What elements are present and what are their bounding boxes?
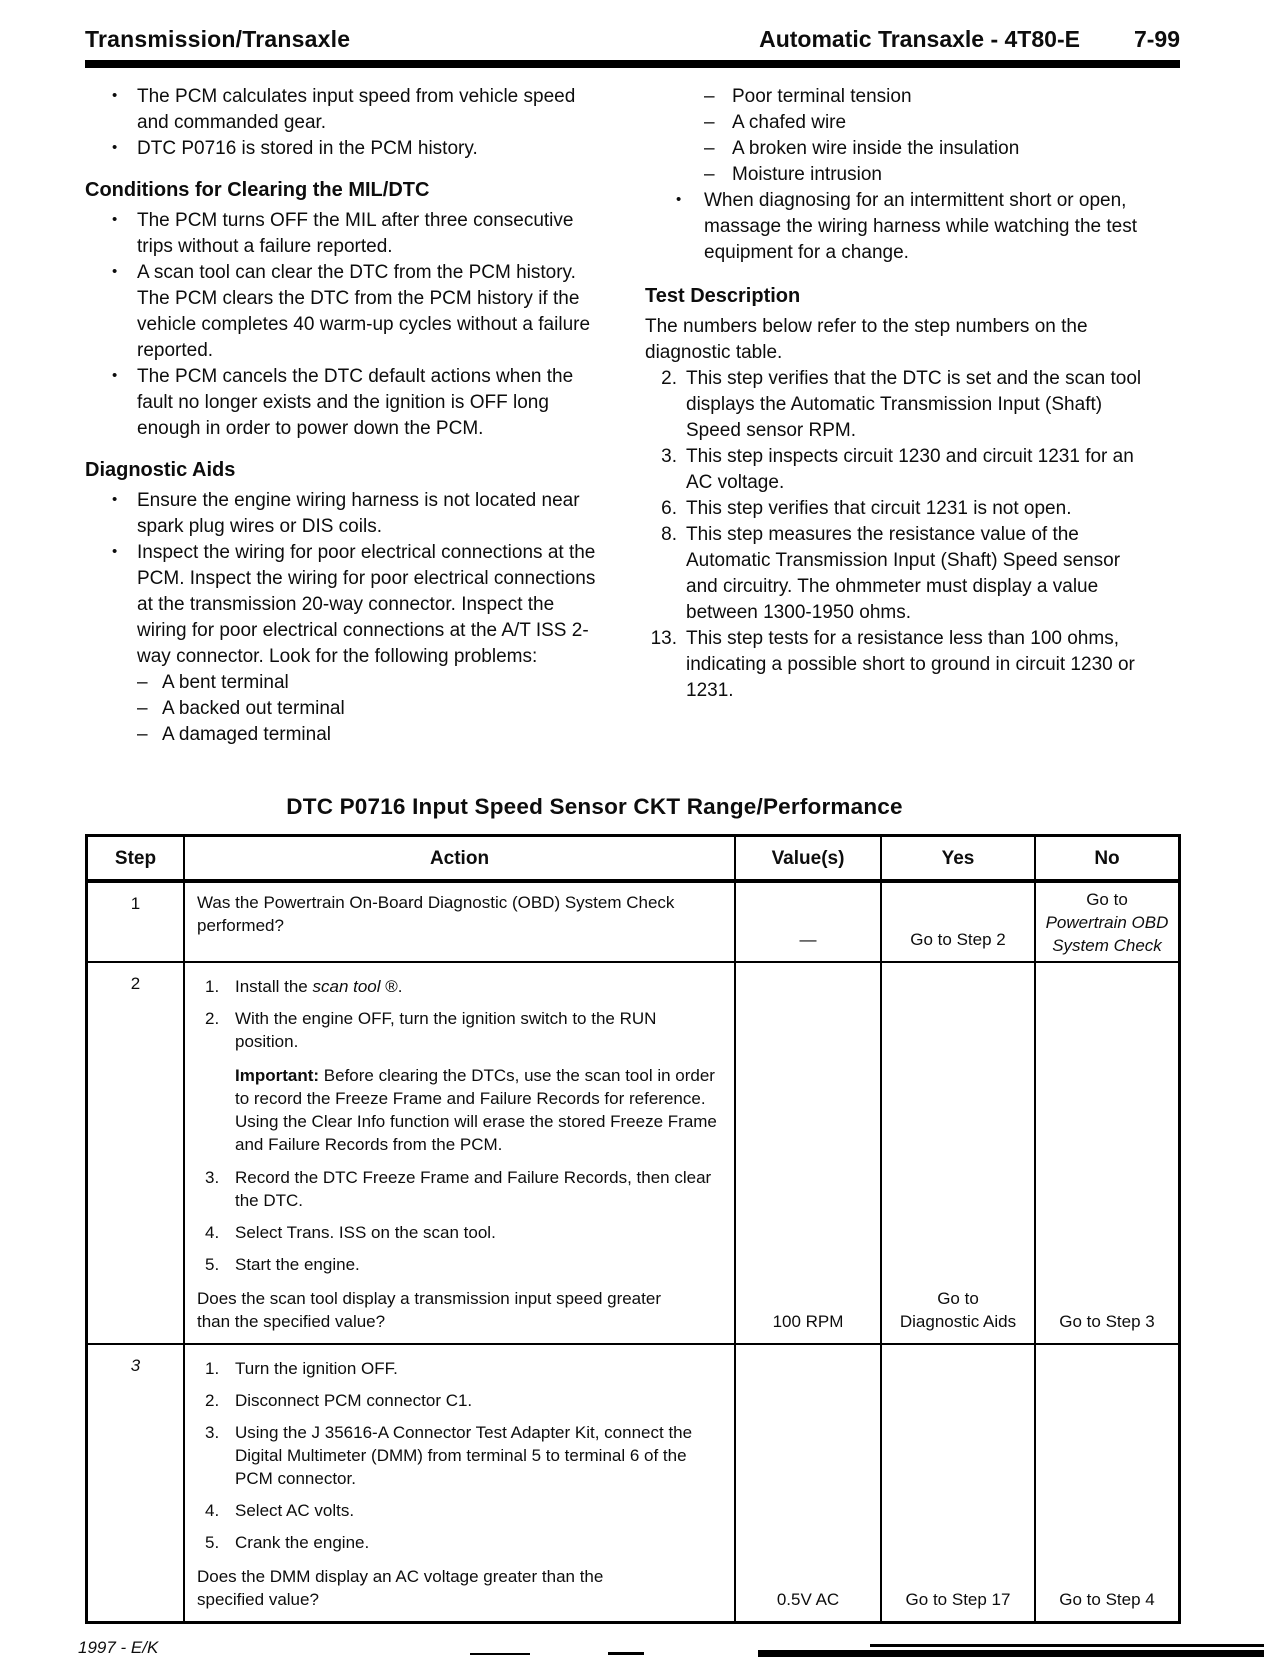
table-title: DTC P0716 Input Speed Sensor CKT Range/Performance (286, 794, 903, 819)
list-item-text: The PCM cancels the DTC default actions when the fault no longer exists and the ignition is OFF long enough in order to power down the PCM. (137, 366, 574, 439)
test-step (645, 366, 1147, 444)
yes-cell (880, 883, 1034, 961)
list-item (645, 188, 1147, 266)
test-description-intro: The numbers below refer to the step numbers on the diagnostic table. (645, 316, 1088, 363)
action-step-text: Start the engine. (235, 1255, 360, 1274)
test-step-text: This step verifies that circuit 1231 is not open. (686, 498, 1072, 519)
sub-list-item (85, 670, 603, 696)
diagnostic-table (85, 834, 1181, 1624)
action-text: Was the Powertrain On-Board Diagnostic (OBD) System Check performed? (197, 893, 675, 935)
action-step (205, 1531, 724, 1554)
scan-artifact-line (870, 1644, 1264, 1647)
bullet-icon: • (112, 87, 118, 104)
list-item (85, 540, 603, 670)
dash-icon: – (137, 698, 148, 719)
test-step (645, 496, 1147, 522)
footer-note: 1997 - E/K (78, 1638, 159, 1657)
yes-text: Go to (937, 1289, 979, 1308)
test-step-number: 13. (650, 628, 677, 649)
yes-cell (880, 963, 1034, 1343)
bullet-icon: • (112, 263, 118, 280)
sub-list-item (85, 722, 603, 748)
action-step (205, 1253, 724, 1276)
test-step-number: 8. (661, 524, 677, 545)
no-cell (1034, 883, 1178, 961)
column-header-step: Step (114, 847, 157, 869)
sub-list-item-text: A bent terminal (162, 672, 289, 693)
action-cell (183, 1345, 734, 1621)
bullet-icon: • (112, 211, 118, 228)
no-text: Go to Step 4 (1059, 1590, 1155, 1609)
sub-list-item (645, 84, 1147, 110)
important-note (235, 1064, 724, 1156)
sub-list-item (645, 110, 1147, 136)
dash-icon: – (704, 138, 715, 159)
table-header-row (88, 837, 1178, 881)
sub-list-item-text: A chafed wire (732, 112, 847, 133)
action-step-number: 1. (205, 977, 220, 996)
list-item-text: DTC P0716 is stored in the PCM history. (137, 138, 478, 159)
action-step (205, 1166, 724, 1212)
bullet-icon: • (112, 139, 118, 156)
list-item-text: The PCM calculates input speed from vehicle speed and commanded gear. (137, 86, 576, 133)
value-cell (734, 883, 880, 961)
value-text: 100 RPM (772, 1312, 844, 1331)
header-section-title: Transmission/Transaxle (85, 26, 351, 52)
action-step-number: 4. (205, 1223, 220, 1242)
important-label: Important: (235, 1066, 320, 1085)
value-text: — (799, 930, 817, 949)
no-text: Go to (1086, 889, 1128, 909)
action-step-text: Select Trans. ISS on the scan tool. (235, 1223, 496, 1242)
no-cell (1034, 963, 1178, 1343)
section-heading: Test Description (645, 285, 801, 307)
list-item (85, 260, 603, 364)
test-step-text: This step tests for a resistance less than 100 ohms, indicating a possible short to ground in circuit 1230 or 1231. (686, 628, 1135, 701)
yes-reference-text: Diagnostic Aids (899, 1312, 1017, 1331)
test-step (645, 626, 1147, 704)
action-step (205, 975, 724, 998)
bullet-icon: • (112, 543, 118, 560)
scan-artifact-line (608, 1652, 644, 1655)
page-number: 7-99 (1133, 26, 1180, 52)
action-step (205, 1357, 724, 1380)
dash-icon: – (137, 672, 148, 693)
sub-list-item-text: A damaged terminal (162, 724, 331, 745)
test-step-number: 3. (661, 446, 677, 467)
action-step (205, 1389, 724, 1412)
sub-list-item (85, 696, 603, 722)
sub-list-item (645, 136, 1147, 162)
page-header (85, 26, 1180, 53)
column-header-values: Value(s) (734, 837, 880, 879)
list-item-text: Ensure the engine wiring harness is not located near spark plug wires or DIS coils. (137, 490, 580, 537)
list-item-text: Inspect the wiring for poor electrical connections at the PCM. Inspect the wiring for poor electrical connections at the transmission 20-way connector. Inspect the wiring for poor electrical connections at the A/T ISS 2-way connector. Look for the following problems: (137, 542, 596, 667)
dash-icon: – (137, 724, 148, 745)
dash-icon: – (704, 86, 715, 107)
action-question: Does the DMM display an AC voltage greater than the specified value? (197, 1567, 604, 1609)
right-column (645, 84, 1147, 748)
yes-cell (880, 1345, 1034, 1621)
important-text: Before clearing the DTCs, use the scan tool in order to record the Freeze Frame and Failure Records for reference. Using the Clear Info function will erase the stored Freeze Frame and Failure Records from the PCM. (235, 1066, 717, 1154)
value-cell (734, 963, 880, 1343)
header-doc-title: Automatic Transaxle - 4T80-E (759, 26, 1080, 52)
left-column (85, 84, 603, 748)
sub-list-item-text: Moisture intrusion (732, 164, 882, 185)
bullet-icon: • (112, 367, 118, 384)
table-row (88, 961, 1178, 1343)
column-header-yes: Yes (880, 837, 1034, 879)
action-step-text: With the engine OFF, turn the ignition switch to the RUN position. (235, 1009, 657, 1051)
list-item (85, 136, 603, 162)
test-step (645, 444, 1147, 496)
action-step-text: Crank the engine. (235, 1533, 370, 1552)
action-cell (183, 963, 734, 1343)
value-cell (734, 1345, 880, 1621)
action-step (205, 1499, 724, 1522)
column-header-no: No (1034, 837, 1178, 879)
action-step-number: 5. (205, 1255, 220, 1274)
no-reference-text: Powertrain OBD System Check (1045, 912, 1169, 955)
test-step-text: This step verifies that the DTC is set and the scan tool displays the Automatic Transmission Input (Shaft) Speed sensor RPM. (686, 368, 1142, 441)
value-text: 0.5V AC (776, 1590, 840, 1609)
test-step-text: This step measures the resistance value of the Automatic Transmission Input (Shaft) Speed sensor and circuitry. The ohmmeter must display a value between 1300-1950 ohms. (686, 524, 1121, 623)
list-item-text: A scan tool can clear the DTC from the PCM history. The PCM clears the DTC from the PCM history if the vehicle completes 40 warm-up cycles without a failure reported. (137, 262, 591, 361)
action-step-text: Turn the ignition OFF. (235, 1359, 398, 1378)
dash-icon: – (704, 164, 715, 185)
sub-list-item-text: Poor terminal tension (732, 86, 912, 107)
yes-text: Go to Step 2 (910, 930, 1006, 949)
bullet-icon: • (112, 491, 118, 508)
scan-artifact-line (470, 1653, 530, 1655)
step-cell: 3 (130, 1356, 141, 1375)
action-step-text: Record the DTC Freeze Frame and Failure Records, then clear the DTC. (235, 1168, 712, 1210)
test-step-number: 6. (661, 498, 677, 519)
yes-text: Go to Step 17 (905, 1590, 1011, 1609)
action-step-text: Using the J 35616-A Connector Test Adapter Kit, connect the Digital Multimeter (DMM) from terminal 5 to terminal 6 of the PCM connector. (235, 1423, 693, 1488)
section-heading: Conditions for Clearing the MIL/DTC (85, 179, 430, 201)
action-cell (183, 883, 734, 961)
sub-list-item (645, 162, 1147, 188)
action-step-number: 2. (205, 1391, 220, 1410)
scan-artifact-line (758, 1650, 1264, 1657)
table-row (88, 1343, 1178, 1621)
test-step-number: 2. (661, 368, 677, 389)
section-heading: Diagnostic Aids (85, 459, 236, 481)
list-item (85, 84, 603, 136)
list-item (85, 364, 603, 442)
sub-list-item-text: A backed out terminal (162, 698, 345, 719)
action-step-text: Install the scan tool ®. (235, 977, 403, 996)
action-step (205, 1221, 724, 1244)
dash-icon: – (704, 112, 715, 133)
no-text: Go to Step 3 (1059, 1312, 1155, 1331)
step-cell: 1 (130, 894, 141, 913)
test-step-text: This step inspects circuit 1230 and circuit 1231 for an AC voltage. (686, 446, 1134, 493)
sub-list-item-text: A broken wire inside the insulation (732, 138, 1020, 159)
list-item-text: When diagnosing for an intermittent short or open, massage the wiring harness while watching the test equipment for a change. (704, 190, 1138, 263)
action-question: Does the scan tool display a transmission input speed greater than the specified value? (197, 1289, 661, 1331)
action-step-number: 2. (205, 1009, 220, 1028)
manual-page (0, 26, 1264, 1658)
header-rule (85, 60, 1180, 68)
action-step-number: 3. (205, 1423, 220, 1442)
no-cell (1034, 1345, 1178, 1621)
action-step-text: Select AC volts. (235, 1501, 355, 1520)
action-step-text: Disconnect PCM connector C1. (235, 1391, 473, 1410)
action-step-number: 4. (205, 1501, 220, 1520)
list-item (85, 208, 603, 260)
action-step (205, 1421, 724, 1490)
action-step-number: 3. (205, 1168, 220, 1187)
action-step-number: 5. (205, 1533, 220, 1552)
action-step (205, 1007, 724, 1053)
table-row (88, 881, 1178, 961)
column-header-action: Action (183, 837, 734, 879)
test-step (645, 522, 1147, 626)
action-step-number: 1. (205, 1359, 220, 1378)
list-item-text: The PCM turns OFF the MIL after three consecutive trips without a failure reported. (137, 210, 574, 257)
list-item (85, 488, 603, 540)
step-cell: 2 (130, 974, 141, 993)
bullet-icon: • (676, 191, 682, 208)
